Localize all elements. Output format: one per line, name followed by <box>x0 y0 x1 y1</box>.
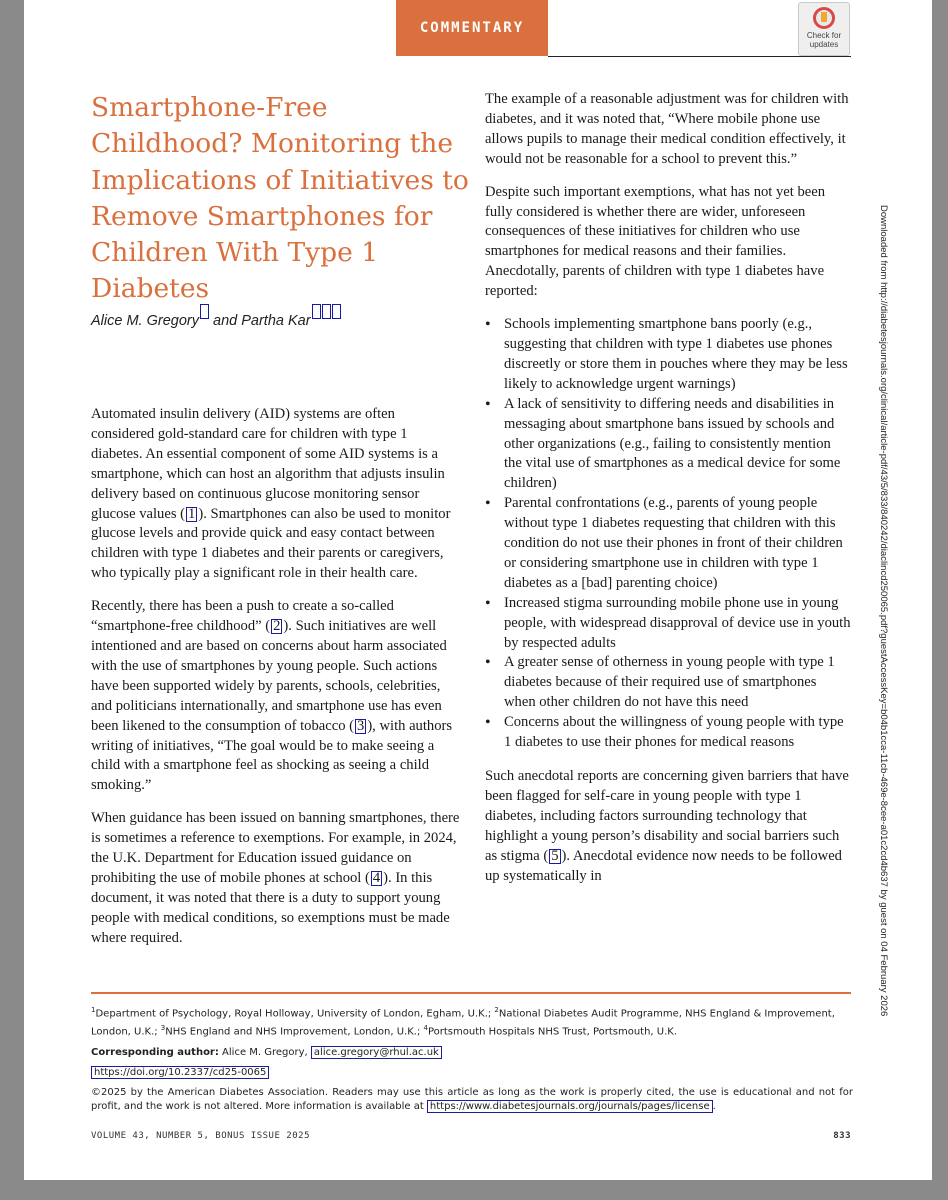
footnote-divider <box>91 992 851 994</box>
affiliation-link[interactable] <box>322 304 331 319</box>
list-item: • Parental confrontations (e.g., parents of young people without type 1 diabetes requesting that children with this condition do not use their phones in front of their children or considering smartphone use in children with type 1 diabetes as a [bad] parenting choice) <box>485 494 851 594</box>
reference-link[interactable]: 2 <box>273 618 281 635</box>
reference-link[interactable]: 1 <box>188 505 196 522</box>
license-notice: ©2025 by the American Diabetes Association. Readers may use this article as long as the work is properly cited, the use is educational and not for profit, and the work is not altered. More information is available at https://www.diabetesjournals.org/journals/pages/license . <box>91 1086 853 1112</box>
article-page <box>24 0 932 1180</box>
doi-link[interactable]: https://doi.org/10.2337/cd25-0065 <box>91 1066 269 1079</box>
body-column-left <box>91 405 460 962</box>
affiliations: $^1$Department of Psychology, Royal Holloway, University of London, Egham, U.K.; $^2$National Diabetes Audit Programme, NHS England & Improvement, London, U.K.; $^3$NHS England and NHS Improvement, London, U.K.; $^4$Portsmouth Hospitals NHS Trust, Portsmouth, U.K. <box>91 1006 835 1038</box>
author-name: Partha Kar <box>241 312 311 329</box>
author-line: Alice M. Gregory and Partha Kar <box>91 304 471 329</box>
list-item: • Concerns about the willingness of young people with type 1 diabetes to use their phones for medical reasons <box>485 713 851 753</box>
section-banner <box>396 0 548 56</box>
corresponding-author: Corresponding author: Alice M. Gregory, alice.gregory@rhul.ac.uk <box>91 1046 853 1060</box>
article-title: Smartphone-Free Childhood? Monitoring the Implications of Initiatives to Remove Smartphones for Children With Type 1 Diabetes <box>91 92 469 305</box>
list-item: • A lack of sensitivity to differing needs and disabilities in messaging about smartphone bans issued by schools and other organizations (e.g., failing to consistently mention the vital use of smartphones as a medical device for some children) <box>485 395 851 495</box>
paragraph: Automated insulin delivery (AID) systems are often considered gold-standard care for children with type 1 diabetes. An essential component of some AID systems is a smartphone, which can host an algorithm that adjusts insulin delivery based on continuous glucose monitoring sensor glucose values ( 1 ). Smartphones can also be used to monitor glucose levels and provide quick and easy contact between children with type 1 diabetes and their parents or caregivers, who typically play a significant role in their health care. <box>91 406 451 582</box>
check-for-updates-button[interactable] <box>798 2 850 56</box>
affiliation-link[interactable] <box>332 304 341 319</box>
affiliation-link[interactable] <box>200 304 209 319</box>
paragraph: Such anecdotal reports are concerning given barriers that have been flagged for self-care in young people with type 1 diabetes, including factors surrounding technology that highlight a young person’s disability and social barriers such as stigma ( 5 ). Anecdotal evidence now needs to be followed up systematically in <box>485 768 849 884</box>
body-column-right <box>485 90 851 899</box>
license-link[interactable]: https://www.diabetesjournals.org/journals/pages/license <box>427 1100 713 1113</box>
list-item: • Increased stigma surrounding mobile phone use in young people, with widespread disapproval of device use in youth by respected adults <box>485 594 851 654</box>
paragraph: Recently, there has been a push to create a so-called “smartphone-free childhood” ( 2 ). Such initiatives are well intentioned and are based on concerns about harm associated with the use of smartphones by young people. Such actions have been supported widely by parents, schools, celebrities, and politicians internationally, and smartphone use has even been likened to the consumption of tobacco ( 3 ), with authors writing of initiatives, “The goal would be to make seeing a child with a smartphone feel as shocking as seeing a child smoking.” <box>91 598 453 794</box>
doi-line <box>91 1066 853 1080</box>
page-footer <box>91 1131 851 1141</box>
paragraph: When guidance has been issued on banning smartphones, there is sometimes a reference to exemptions. For example, in 2024, the U.K. Department for Education issued guidance on prohibiting the use of mobile phones at school ( 4 ). In this document, it was noted that there is a duty to support young people with medical conditions, so exemptions must be made where required. <box>91 810 460 946</box>
bullet-list <box>485 315 851 753</box>
section-label: COMMENTARY <box>419 20 525 36</box>
page-number: 833 <box>833 1131 851 1141</box>
reference-link[interactable]: 5 <box>551 847 559 864</box>
list-item: • Schools implementing smartphone bans poorly (e.g., suggesting that children with type 1 diabetes use phones discreetly or store them in pouches where they may be less likely to acknowledge urgent warnings) <box>485 315 851 395</box>
email-link[interactable]: alice.gregory@rhul.ac.uk <box>311 1046 442 1059</box>
download-watermark: Downloaded from http://diabetesjournals.org/clinical/article-pdf/43/5/833/840242/diaclincd250065.pdf?guestAccessKey=b04b1cca-11cb-469e-8cee-a01c2cd4b637 by guest on 04 February 2026 <box>878 205 889 1017</box>
reference-link[interactable]: 4 <box>372 869 381 886</box>
issue-info: VOLUME 43, NUMBER 5, BONUS ISSUE 2025 <box>91 1131 310 1141</box>
paragraph: The example of a reasonable adjustment was for children with diabetes, and it was noted that, “Where mobile phone use allows pupils to manage their medical condition effectively, it would not be reasonable for a school to prevent this.” <box>485 91 849 167</box>
reference-link[interactable]: 3 <box>357 717 365 734</box>
list-item: • A greater sense of otherness in young people with type 1 diabetes because of their required use of smartphones when other children do not have this need <box>485 653 851 713</box>
check-for-updates-label: Check for updates <box>806 31 842 49</box>
footnotes <box>91 1003 853 1120</box>
bookmark-icon <box>813 7 835 29</box>
author-name: Alice M. Gregory <box>91 312 199 329</box>
affiliation-link[interactable] <box>312 304 321 319</box>
paragraph: Despite such important exemptions, what has not yet been fully considered is whether there are wider, unforeseen consequences of these initiatives for children who use smartphones for medical reasons and their families. Anecdotally, parents of children with type 1 diabetes have reported: <box>485 183 826 300</box>
header-rule <box>548 56 851 57</box>
